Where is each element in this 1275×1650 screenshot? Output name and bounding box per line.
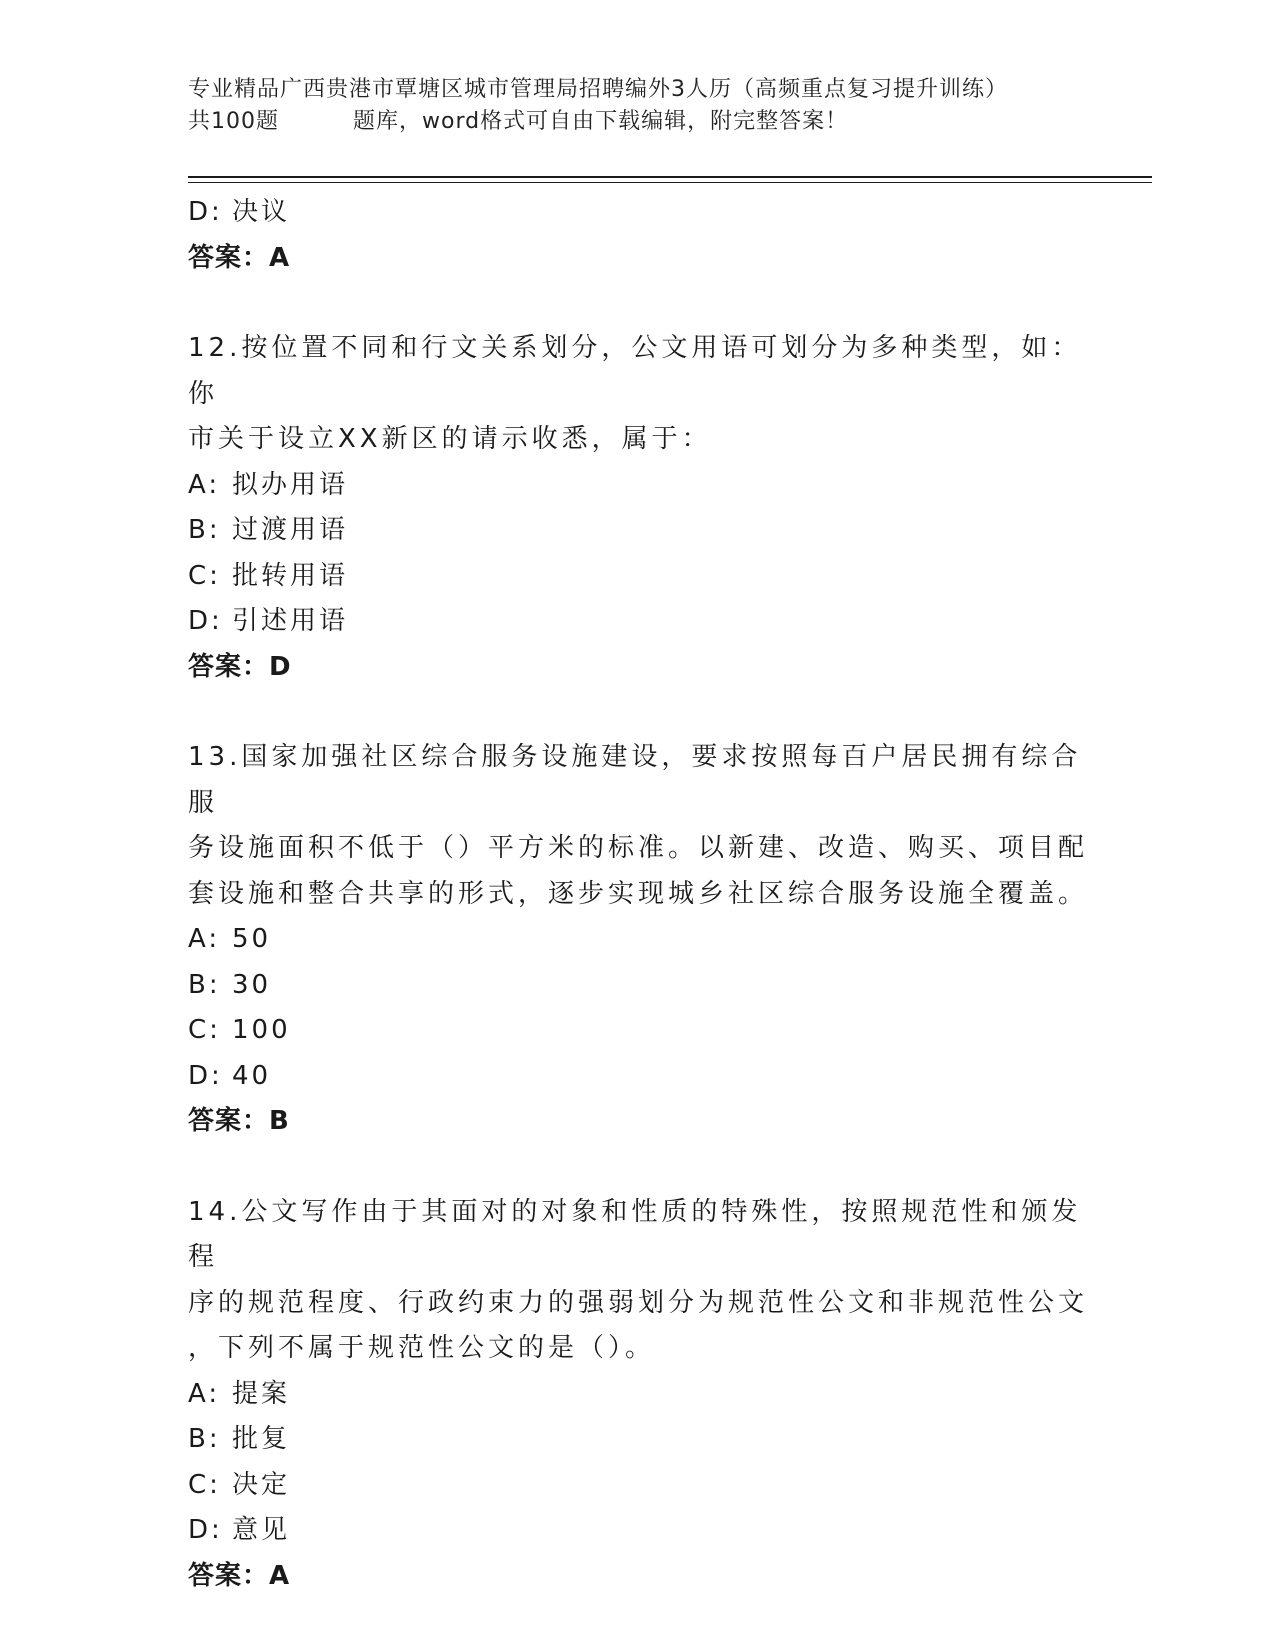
answer-line: 答案：A [188,242,291,273]
header-description: 题库，word格式可自由下载编辑，附完整答案！ [353,109,849,134]
header-title-line1: 专业精品广西贵港市覃塘区城市管理局招聘编外3人历（高频重点复习提升训练） [188,77,1008,102]
answer-line: 答案：A [188,1560,291,1591]
previous-question-tail [188,190,1088,281]
header-title-line2 [188,106,1088,138]
option-c: C: 批转用语 [188,560,349,591]
answer-line: 答案：D [188,651,292,682]
question-text: 13.国家加强社区综合服务设施建设，要求按照每百户居民拥有综合服 务设施面积不低于（）平方米的标准。以新建、改造、购买、项目配 套设施和整合共享的形式，逐步实现城乡社区综合服务设施全覆盖。 [188,742,1089,909]
option-d: D: 引述用语 [188,606,349,636]
option-a: A: 提案 [188,1378,291,1409]
option-d: D: 决议 [188,197,291,227]
question-block-14 [188,1190,1088,1600]
header-question-count: 共100题 [188,109,279,134]
header-divider-thick [188,176,1152,178]
question-block-13 [188,735,1088,1145]
question-block-12 [188,326,1088,690]
question-text: 14.公文写作由于其面对的对象和性质的特殊性，按照规范性和颁发程 序的规范程度、行政约束力的强弱划分为规范性公文和非规范性公文 ，下列不属于规范性公文的是（）。 [188,1196,1089,1363]
option-c: C: 决定 [188,1469,291,1500]
option-a: A: 拟办用语 [188,469,349,500]
option-b: B: 30 [188,969,272,1000]
header-divider-thin [188,182,1152,183]
option-b: B: 批复 [188,1424,291,1454]
option-d: D: 意见 [188,1515,291,1545]
question-text: 12.按位置不同和行文关系划分，公文用语可划分为多种类型，如：你 市关于设立XX新区的请示收悉，属于： [188,333,1082,454]
answer-line: 答案：B [188,1106,290,1136]
option-b: B: 过渡用语 [188,515,349,545]
question-list [188,190,1088,1599]
page-header [188,74,1088,138]
option-a: A: 50 [188,924,272,954]
option-c: C: 100 [188,1015,291,1045]
option-d: D: 40 [188,1060,272,1091]
